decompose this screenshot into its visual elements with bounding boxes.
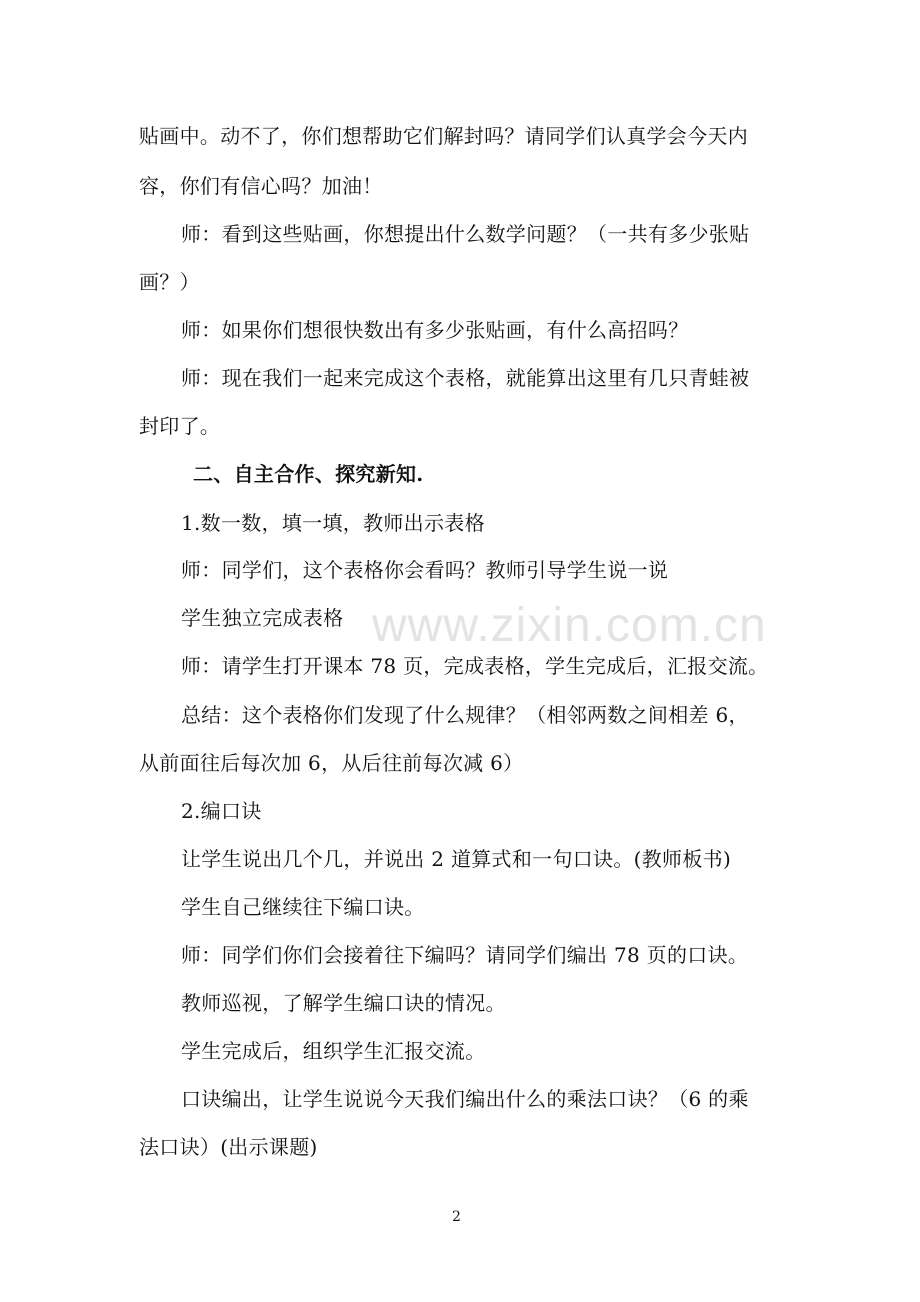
paragraph-line: 总结：这个表格你们发现了什么规律？（相邻两数之间相差 6，: [181, 703, 749, 727]
paragraph-line: 2.编口诀: [181, 799, 262, 823]
paragraph-line: 师：看到这些贴画，你想提出什么数学问题？（一共有多少张贴: [181, 222, 750, 246]
paragraph-line: 师：现在我们一起来完成这个表格，就能算出这里有几只青蛙被: [181, 366, 750, 390]
watermark: www.zixin.com.cn: [372, 599, 767, 652]
paragraph-line: 法口诀）(出示课题): [139, 1135, 318, 1159]
paragraph-line: 学生独立完成表格: [181, 606, 344, 630]
section-heading: 二、自主合作、探究新知.: [193, 462, 424, 486]
paragraph-line: 封印了。: [139, 414, 221, 438]
paragraph-line: 口诀编出，让学生说说今天我们编出什么的乘法口诀？（6 的乘: [181, 1087, 749, 1111]
paragraph-line: 学生自己继续往下编口诀。: [181, 895, 425, 919]
paragraph-line: 让学生说出几个几，并说出 2 道算式和一句口诀。(教师板书): [181, 847, 732, 871]
page-number: 2: [452, 1209, 461, 1225]
paragraph-line: 画？）: [139, 270, 200, 294]
paragraph-line: 师：如果你们想很快数出有多少张贴画，有什么高招吗？: [181, 318, 689, 342]
paragraph-line: 学生完成后，组织学生汇报交流。: [181, 1039, 486, 1063]
paragraph-line: 1.数一数，填一填，教师出示表格: [181, 511, 485, 535]
paragraph-line: 师：同学们，这个表格你会看吗？教师引导学生说一说: [181, 558, 669, 582]
paragraph-line: 师：请学生打开课本 78 页，完成表格，学生完成后，汇报交流。: [181, 654, 769, 678]
paragraph-line: 容，你们有信心吗？加油！: [139, 174, 383, 198]
paragraph-line: 从前面往后每次加 6，从后往前每次减 6）: [139, 751, 524, 775]
paragraph-line: 教师巡视，了解学生编口诀的情况。: [181, 991, 506, 1015]
paragraph-line: 师：同学们你们会接着往下编吗？请同学们编出 78 页的口诀。: [181, 943, 749, 967]
paragraph-line: 贴画中。动不了，你们想帮助它们解封吗？请同学们认真学会今天内: [139, 124, 748, 148]
